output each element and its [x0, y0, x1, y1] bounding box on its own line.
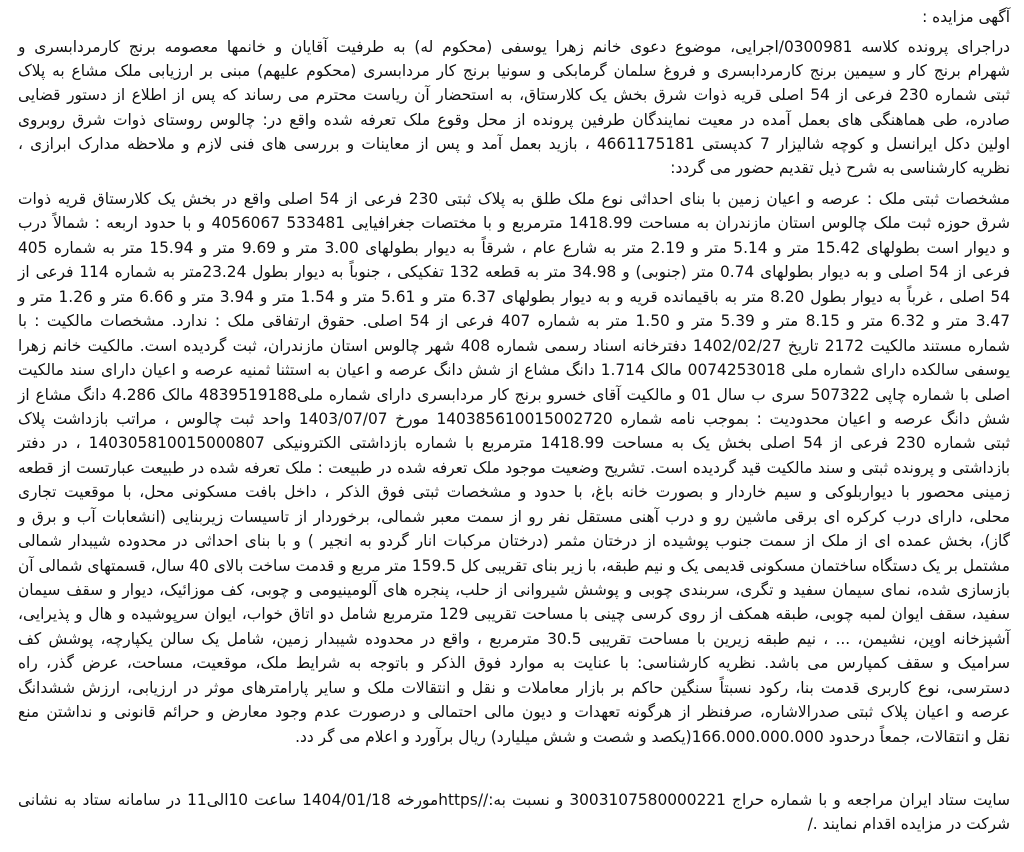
text-line-text: ثبتی شماره 230 فرعی از 54 اصلی بخش یک به مساحت 1418.99 مترمربع با شماره بازداشتی الکترونیکی 140305810015000807 ، در دفتر: [17, 433, 1010, 453]
property-assessment-paragraph: [18, 187, 1010, 749]
text-line: [18, 456, 1010, 480]
text-line-text: یوسفی سالکده دارای شماره ملی 0074253018 مالک 1.714 دانگ مشاع از شش دانگ عرصه و اعیان به استثنا ثمنیه عرصه و اعیان دارای سند مالکیت: [18, 360, 1010, 380]
text-line: [18, 407, 1010, 431]
text-line: [18, 156, 1010, 180]
case-intro-paragraph: [18, 35, 1010, 180]
text-line: [18, 529, 1010, 553]
text-line: [18, 627, 1010, 651]
text-line-text: سرامیک و سقف کمپارس می باشد. نظریه کارشناسی: با عنایت به موارد فوق الذکر و باتوجه به شرایط ملک، موقعیت، مساحت، عرض گذر، راه: [18, 653, 1010, 673]
text-line: [18, 725, 1010, 749]
text-line-text: مشخصات ثبتی ملک : عرصه و اعیان زمین با بنای احداثی نوع ملک طلق به پلاک ثبتی 230 فرعی از 54 اصلی واقع در بخش یک کلارستاق قریه ذوات: [18, 189, 1010, 208]
text-line-text: آشپزخانه اوپن، نشیمن، ... ، نیم طبقه زیرین با مساحت تقریبی 30.5 مترمربع ، واقع در محدوده شیبدار زمین، شامل یک سالن یکپارچه، پوشش کف: [17, 628, 1010, 648]
text-line: [18, 700, 1010, 724]
text-line-text: 54 اصلی ، غرباً به دیوار بطول 8.20 متر به باقیمانده قریه و به دیوار بطولهای 6.37 متر و 5.61 متر و 1.54 متر و 3.94 متر و 6.66 متر و 1.26 متر و: [18, 286, 1010, 306]
text-line-text: عرصه و اعیان پلاک ثبتی صدرالاشاره، صرفنظر از هرگونه تعهدات و دیون مالی احتمالی و درصورت عدم وجود معارض و حرائم قانونی و نداشتن منع: [18, 702, 1010, 722]
text-line-text: شش دانگ عرصه و اعیان محدودیت : بموجب نامه شماره 140385610015002720 مورخ 1403/07/07 واحد ثبت چالوس ، مراتب بازداشت پلاک: [17, 408, 1010, 428]
text-line-text: و دیوار است بطولهای 15.42 متر و 5.14 متر و 2.19 متر به شارع عام ، شرقاً به دیوار بطولهای 3.00 متر و 9.69 متر و 15.94 متر به شماره 405: [17, 237, 1010, 257]
notice-title-line: [18, 5, 1010, 29]
text-line: [18, 480, 1010, 504]
text-line-text: اولین دکل ایرانسل و کوچه شالیزار 7 کدپستی 4661175181 ، بازید بعمل آمد و پس از معاینات و بررسی های فنی لازم و ملاحظه مدارک ابرازی ،: [18, 133, 1010, 153]
text-line-text: ثبتی شماره 230 فرعی از 54 اصلی قریه ذوات شرق بخش یک کلارستاق، به استحضار آن ریاست محترم می رساند که پس از اطلاع از دستور قضایی: [18, 85, 1010, 105]
text-line: [18, 334, 1010, 358]
text-line-text: بازسازی شده، نمای سیمان سفید و تگری، سربندی چوبی و پوشش شیروانی از حلب، پنجره های آلومینیومی و چوبی، کف موزائیک، دیوار و سقف سیمان: [18, 580, 1010, 599]
text-line: [18, 578, 1010, 602]
text-line-text: شرق حوزه ثبت ملک چالوس استان مازندران به مساحت 1418.99 مترمربع و با مختصات جغرافیایی 533481 4056067 و با حدود اربعه : شمالاً درب: [18, 213, 1010, 233]
text-line-text: بازداشتی و پرونده ثبتی و سند مالکیت قید گردیده است. تشریح وضعیت موجود ملک تعرفه شده در طبیعت : ملک تعرفه شده در طبیعت عبارتست از قطعه: [18, 457, 1010, 477]
text-line-text: گاز)، بخش عمده ای از ملک از سمت جنوب پوشیده از درختان مثمر (درختان مرکبات انار گردو به انجیر ) و با بنای احداثی در محدوده شیبدار شمالی: [18, 531, 1010, 551]
text-line: [18, 812, 1010, 836]
text-line: [18, 505, 1010, 529]
auction-instructions-paragraph: [18, 788, 1010, 836]
text-line: [18, 59, 1010, 83]
text-line: [18, 236, 1010, 260]
text-line: [18, 108, 1010, 132]
text-line-text: مشتمل بر یک دستگاه ساختمان مسکونی قدیمی یک و نیم طبقه، با زیر بنای تقریبی کل 159.5 متر مربع و قدمت ساخت بالای 40 سال، قسمتهای شمالی آن: [18, 555, 1010, 575]
text-line-text: سایت ستاد ایران مراجعه و با شماره حراج 3003107580000221 و نسبت به://httpsمورخه 1404/01/18 ساعت 10الی11 در سامانه ستاد به نشانی: [18, 790, 1010, 809]
text-line-text: محلی، دارای درب کرکره ای برقی ماشین رو و درب آهنی مستقل نفر رو از سمت معبر شمالی، برخوردار از تاسیسات زیربنایی (انشعابات آب و برق و: [18, 506, 1010, 526]
text-line-text: نظریه کارشناسی به شرح ذیل تقدیم حضور می گردد:: [670, 157, 1010, 177]
text-line-text: فرعی از 54 اصلی و به دیوار بطولهای 0.74 متر (جنوبی) و 34.98 متر به قطعه 132 تفکیکی ، جنوباً به دیوار بطول 23.24متر به شماره 114 فرعی از: [17, 262, 1010, 282]
auction-notice-document: [18, 0, 1010, 852]
text-line: [18, 358, 1010, 382]
text-line: [18, 651, 1010, 675]
text-line-text: شماره مستند مالکیت 2172 تاریخ 1402/02/27 دفترخانه اسناد رسمی شماره 408 شهر چالوس استان مازندران، ثبت گردیده است. مالکیت خانم زهرا: [18, 335, 1010, 355]
text-line: [18, 676, 1010, 700]
text-line: [18, 83, 1010, 107]
text-line-text: دراجرای پرونده کلاسه 0300981/اجرایی، موضوع دعوی خانم زهرا یوسفی (محکوم له) به طرفیت آقایان و خانمها معصومه برنج کارمردابسری و: [18, 37, 1010, 56]
text-line: [18, 431, 1010, 455]
text-line: [18, 35, 1010, 59]
text-line-text: زمینی محصور با دیواربلوکی و سیم خاردار و بصورت خانه باغ، با حدود و مشخصات ثبتی فوق الذکر ، داخل بافت مسکونی محل، با موقعیت تجاری: [18, 482, 1010, 502]
text-line: [18, 554, 1010, 578]
text-line: [18, 285, 1010, 309]
text-line: [18, 211, 1010, 235]
text-line: [18, 602, 1010, 626]
text-line-text: دسترسی، نوع کاربری قدمت بنا، رکود نسبتاً سنگین حاکم بر بازار معاملات و نقل و انتقالات ملک و سایر پارامترهای موثر در ارزیابی، ارزش ششدانگ: [18, 677, 1010, 697]
text-line: [18, 132, 1010, 156]
notice-header: [18, 5, 1010, 29]
text-line-text: صادره، طی هماهنگی های بعمل آمده در معیت نمایندگان طرفین پرونده از محل وقوع ملک تعرفه شده واقع در: چالوس روستای ذوات شرق روبروی: [18, 109, 1010, 129]
text-line-text: نقل و انتقالات، جمعاً درحدود 166.000.000.000(یکصد و شصت و شش میلیارد) ریال برآورد و اعلام می گر دد.: [295, 726, 1010, 746]
text-line: [18, 260, 1010, 284]
text-line: [18, 309, 1010, 333]
notice-title: آگهی مزایده :: [922, 7, 1010, 26]
text-line-text: اصلی با شماره چاپی 507322 سری ب سال 01 و مالکیت آقای خسرو برنج کار مردابسری دارای شماره ملی4839519188 مالک 4.286 دانگ مشاع از: [18, 384, 1010, 404]
text-line: [18, 788, 1010, 812]
text-line-text: شهرام برنج کار و سیمین برنج کارمردابسری و فروغ سلمان گرمابکی و سونیا برنج کار مردابسری (محکوم علیهم) مبنی بر ارزیابی ملک مشاع به پلاک: [18, 61, 1010, 81]
text-line: [18, 383, 1010, 407]
text-line-text: 3.47 متر و 6.32 متر و 8.15 متر و 5.39 متر و 1.50 متر به شماره 407 فرعی از 54 اصلی. حقوق ارتفاقی ملک : ندارد. مشخصات مالکیت : با: [18, 311, 1010, 331]
text-line-text: شرکت در مزایده اقدام نمایند ./: [807, 814, 1010, 833]
text-line: [18, 187, 1010, 211]
text-line-text: سفید، سقف ایوان لمبه چوبی، طبقه همکف از روی کرسی چینی با مساحت تقریبی 129 مترمربع شامل دو اتاق خواب، ایوان سرپوشیده و هال و پذیرایی،: [18, 604, 1010, 624]
